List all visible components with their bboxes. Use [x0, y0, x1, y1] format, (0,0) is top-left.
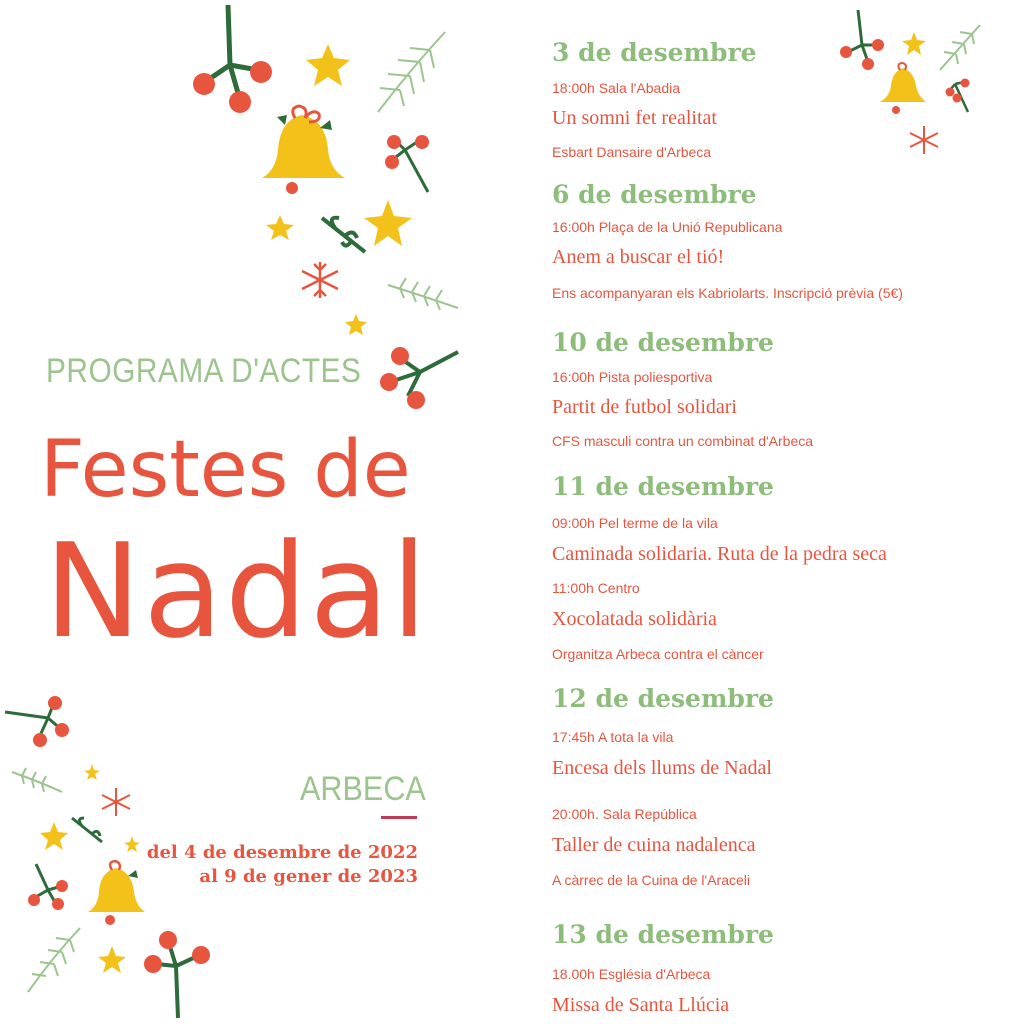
- schedule-day: 3 de desembre: [552, 38, 757, 67]
- fern-icon: [378, 32, 445, 112]
- event-title: Xocolatada solidària: [552, 608, 717, 630]
- schedule-day: 11 de desembre: [552, 472, 774, 501]
- event-note: CFS masculi contra un combinat d'Arbeca: [552, 433, 814, 449]
- event-time: 09:00h Pel terme de la vila: [552, 515, 718, 531]
- event-title: Un somni fet realitat: [552, 107, 717, 129]
- event-time: 17:45h A tota la vila: [552, 729, 674, 745]
- fern-icon: [388, 278, 458, 310]
- bell-icon: [262, 106, 345, 194]
- berry-branch-icon: [193, 5, 272, 113]
- star-icon: [98, 946, 126, 973]
- event-time: 16:00h Pista poliesportiva: [552, 369, 713, 385]
- event-note: Organitza Arbeca contra el càncer: [552, 646, 764, 662]
- star-icon: [364, 200, 412, 246]
- berry-branch-icon: [946, 79, 970, 113]
- bell-icon: [88, 861, 145, 925]
- event-title: Caminada solidaria. Ruta de la pedra seca: [552, 543, 887, 565]
- berry-branch-icon: [5, 696, 69, 747]
- berry-branch-icon: [380, 347, 458, 409]
- event-time: 18.00h Església d'Arbeca: [552, 966, 711, 982]
- berry-branch-icon: [28, 864, 68, 910]
- schedule-day: 13 de desembre: [552, 920, 774, 949]
- event-time: 11:00h Centro: [552, 580, 640, 596]
- bell-icon: [880, 63, 926, 114]
- schedule-day: 12 de desembre: [552, 684, 774, 713]
- event-note: Ens acompanyaran els Kabriolarts. Inscripció prèvia (5€): [552, 285, 903, 301]
- decorations-top-right: [835, 0, 995, 160]
- date-range-start: del 4 de desembre de 2022: [146, 842, 418, 863]
- berry-branch-icon: [840, 10, 884, 70]
- title-line-1: Festes de: [40, 425, 411, 515]
- star-icon: [266, 215, 294, 240]
- title-line-2: Nadal: [44, 515, 430, 667]
- event-title: Partit de futbol solidari: [552, 396, 737, 418]
- snowflake-icon: [302, 262, 338, 298]
- star-icon: [345, 314, 367, 335]
- star-icon: [902, 32, 926, 55]
- snowflake-icon: [910, 126, 938, 154]
- fern-icon: [940, 25, 980, 70]
- town-name: ARBECA: [300, 770, 426, 808]
- berry-branch-icon: [144, 931, 210, 1018]
- fern-icon: [28, 928, 80, 992]
- program-subtitle: PROGRAMA D'ACTES: [46, 352, 362, 390]
- berry-branch-icon: [385, 135, 429, 192]
- leaf-sprig-icon: [322, 218, 365, 252]
- schedule-day: 10 de desembre: [552, 328, 774, 357]
- leaf-sprig-icon: [72, 818, 102, 842]
- event-title: Anem a buscar el tió!: [552, 246, 725, 268]
- event-time: 18:00h Sala l'Abadia: [552, 80, 680, 96]
- event-title: Missa de Santa Llúcia: [552, 994, 730, 1016]
- schedule-day: 6 de desembre: [552, 180, 757, 209]
- event-title: Taller de cuina nadalenca: [552, 834, 756, 856]
- fern-icon: [12, 768, 62, 792]
- star-icon: [124, 836, 140, 852]
- event-title: Encesa dels llums de Nadal: [552, 757, 772, 779]
- star-icon: [84, 764, 100, 780]
- event-time: 20:00h. Sala República: [552, 806, 697, 822]
- event-note: Esbart Dansaire d'Arbeca: [552, 144, 712, 160]
- star-icon: [40, 822, 68, 850]
- event-time: 16:00h Plaça de la Unió Republicana: [552, 219, 783, 235]
- date-range-end: al 9 de gener de 2023: [199, 866, 418, 887]
- town-underline: [381, 816, 417, 819]
- event-note: A càrrec de la Cuina de l'Araceli: [552, 872, 750, 888]
- snowflake-icon: [102, 788, 130, 816]
- star-icon: [306, 44, 350, 86]
